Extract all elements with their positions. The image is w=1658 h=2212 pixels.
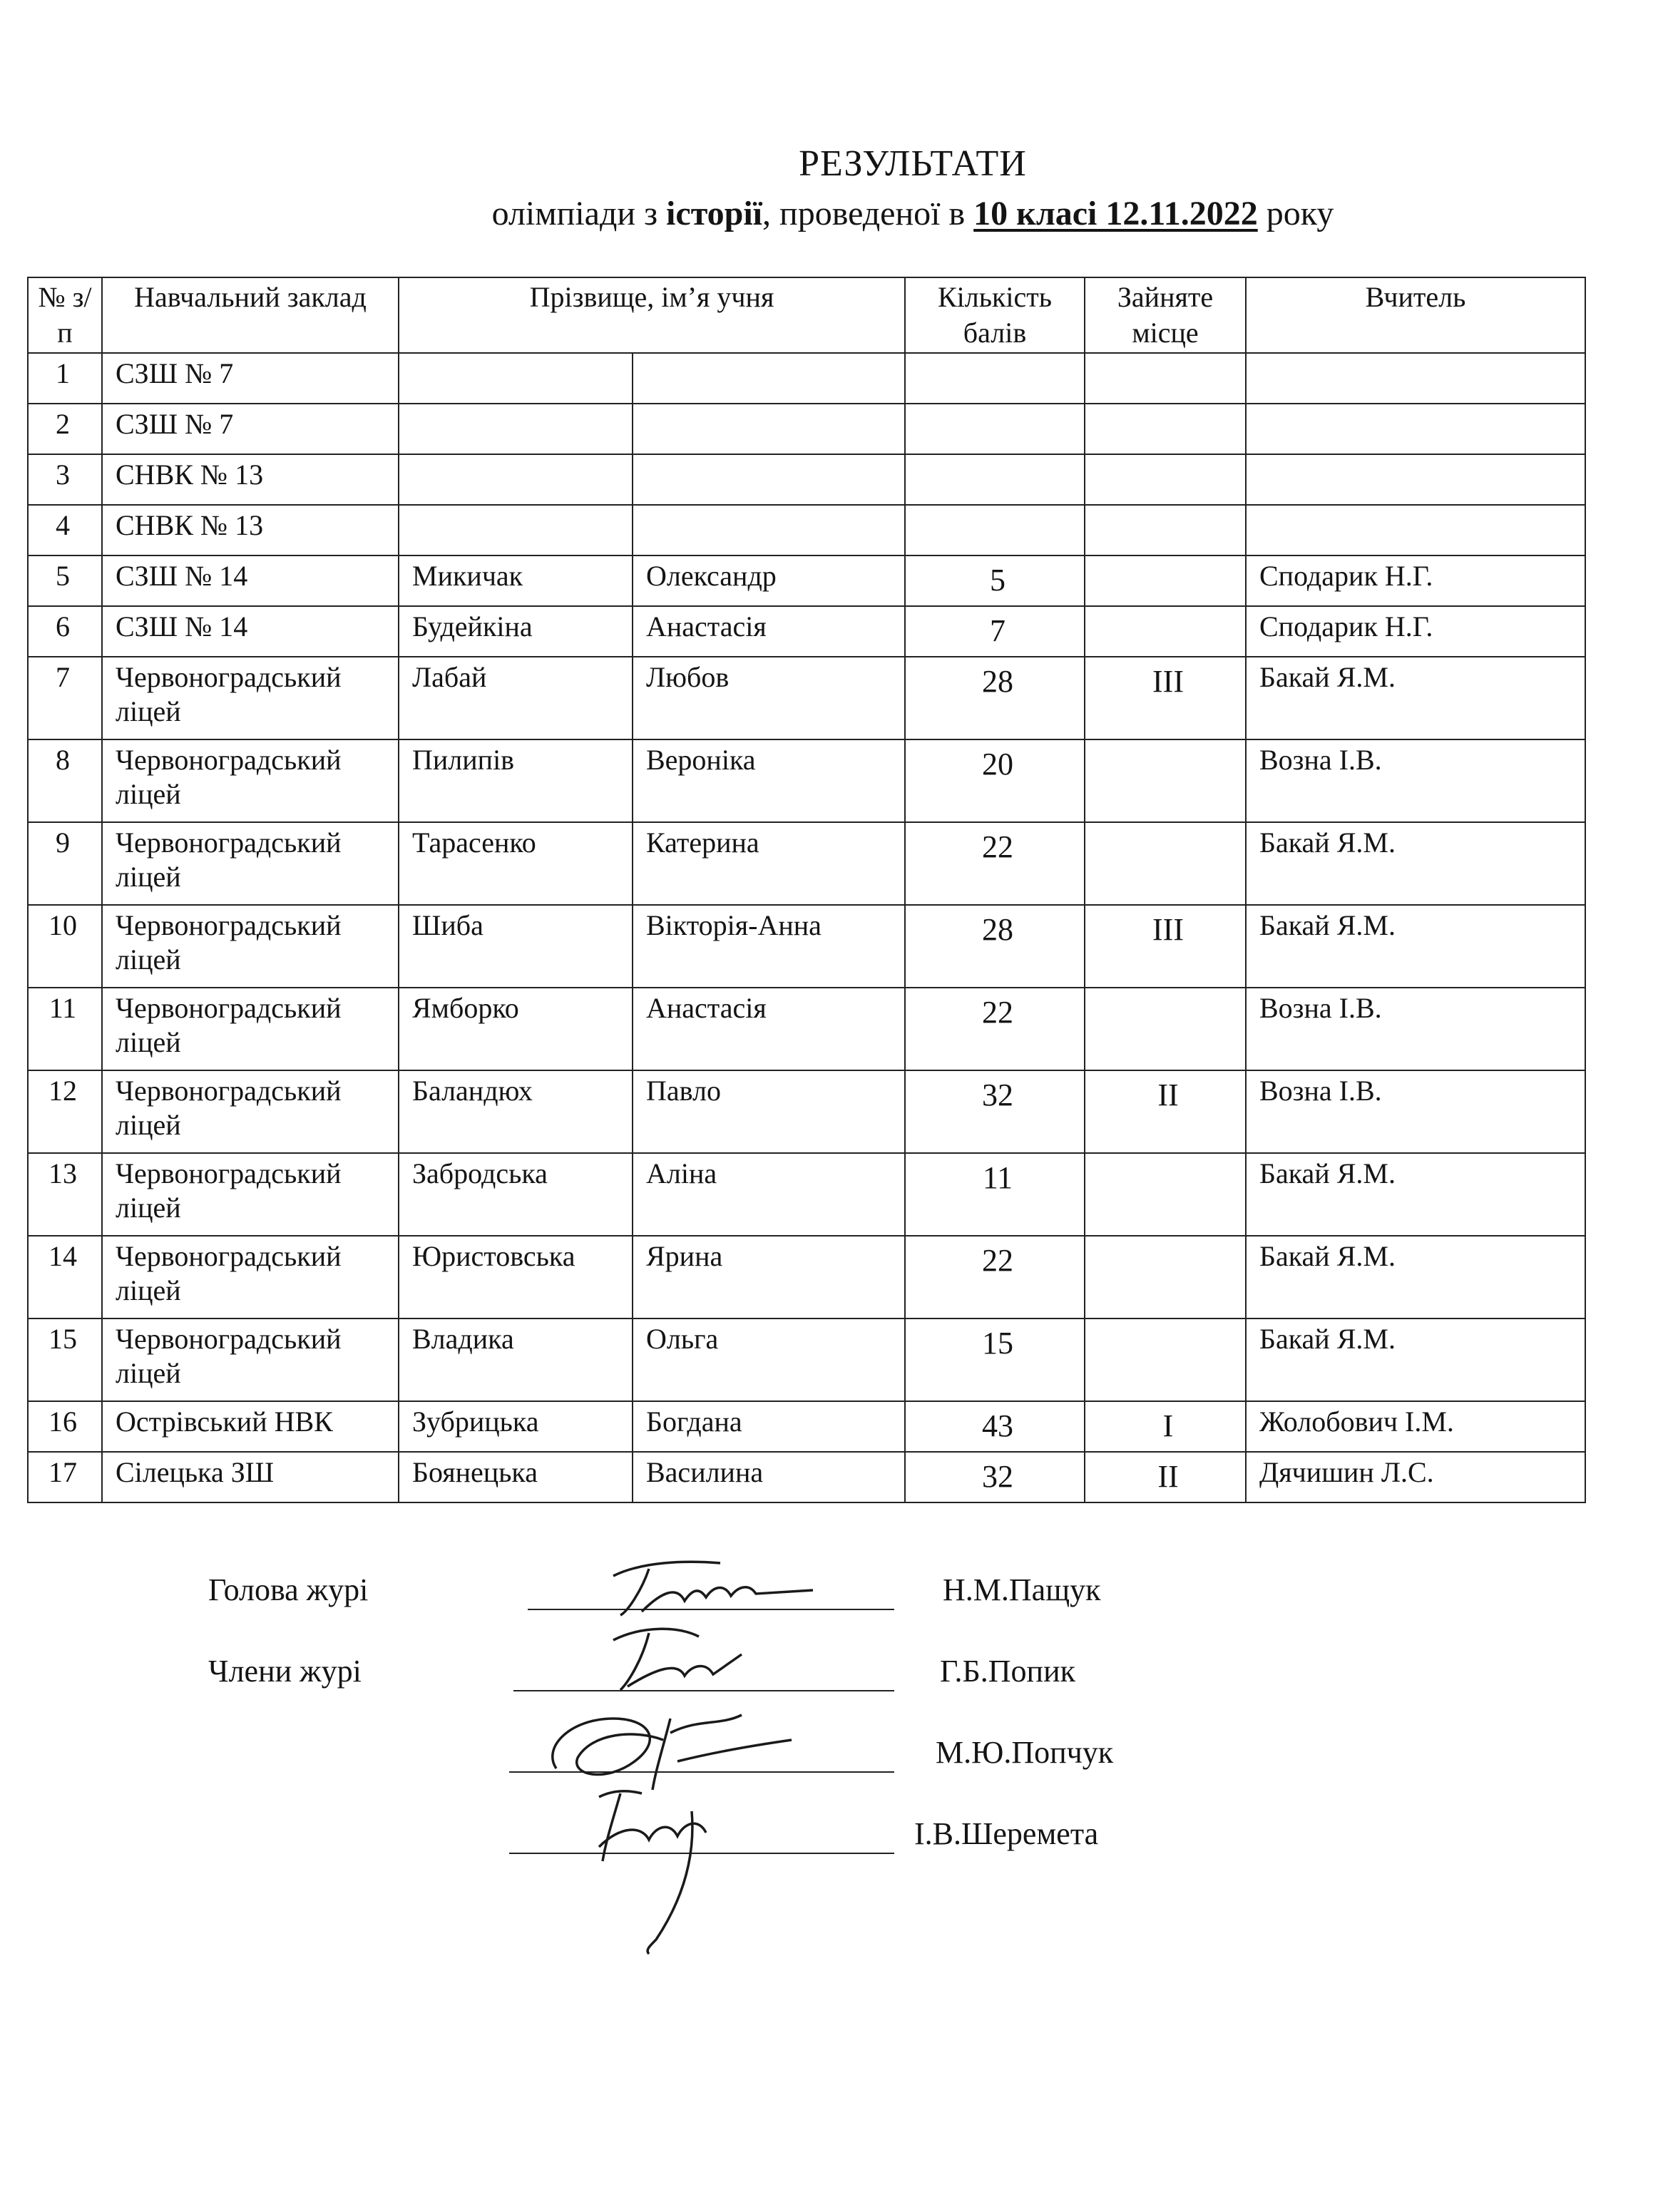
cell-num: 13 <box>28 1153 102 1236</box>
table-row <box>28 657 1585 739</box>
subtitle-prefix: олімпіади з <box>491 195 667 232</box>
cell-score: 43 <box>905 1401 1085 1452</box>
cell-num: 9 <box>28 822 102 905</box>
cell-place <box>1085 988 1246 1070</box>
cell-num: 2 <box>28 404 102 454</box>
cell-teacher: Сподарик Н.Г. <box>1246 606 1585 657</box>
col-header-teacher: Вчитель <box>1246 277 1585 353</box>
results-table <box>27 277 1586 1503</box>
cell-school: Острівський НВК <box>102 1401 399 1452</box>
cell-surname <box>399 454 633 505</box>
cell-school: СЗШ № 14 <box>102 555 399 606</box>
cell-teacher: Бакай Я.М. <box>1246 1319 1585 1401</box>
jury-member-name-3: І.В.Шеремета <box>914 1816 1099 1851</box>
document-title: РЕЗУЛЬТАТИ <box>799 143 1027 184</box>
cell-place <box>1085 555 1246 606</box>
cell-firstname: Олександр <box>633 555 905 606</box>
cell-place: II <box>1085 1070 1246 1153</box>
cell-place <box>1085 606 1246 657</box>
cell-school: Червоноградський ліцей <box>102 657 399 739</box>
cell-score: 15 <box>905 1319 1085 1401</box>
cell-num: 5 <box>28 555 102 606</box>
cell-firstname: Любов <box>633 657 905 739</box>
cell-score: 28 <box>905 905 1085 988</box>
cell-surname: Баландюх <box>399 1070 633 1153</box>
cell-score: 32 <box>905 1070 1085 1153</box>
cell-num: 15 <box>28 1319 102 1401</box>
cell-surname: Тарасенко <box>399 822 633 905</box>
col-header-num: № з/п <box>28 277 102 353</box>
cell-num: 6 <box>28 606 102 657</box>
table-row <box>28 454 1585 505</box>
cell-teacher: Бакай Я.М. <box>1246 657 1585 739</box>
cell-surname: Шиба <box>399 905 633 988</box>
cell-surname: Зубрицька <box>399 1401 633 1452</box>
cell-school: Червоноградський ліцей <box>102 739 399 822</box>
cell-teacher <box>1246 404 1585 454</box>
cell-teacher: Сподарик Н.Г. <box>1246 555 1585 606</box>
cell-score: 11 <box>905 1153 1085 1236</box>
col-header-school: Навчальний заклад <box>102 277 399 353</box>
table-row <box>28 1452 1585 1502</box>
cell-surname: Забродська <box>399 1153 633 1236</box>
cell-school: Червоноградський ліцей <box>102 822 399 905</box>
cell-teacher: Возна І.В. <box>1246 1070 1585 1153</box>
subtitle-grade-date: 10 класі 12.11.2022 <box>973 195 1258 232</box>
cell-teacher: Бакай Я.М. <box>1246 822 1585 905</box>
cell-school: Червоноградський ліцей <box>102 988 399 1070</box>
cell-score: 22 <box>905 988 1085 1070</box>
cell-school: Червоноградський ліцей <box>102 1319 399 1401</box>
cell-place <box>1085 404 1246 454</box>
cell-surname: Микичак <box>399 555 633 606</box>
cell-teacher: Бакай Я.М. <box>1246 905 1585 988</box>
cell-place <box>1085 1153 1246 1236</box>
table-row <box>28 905 1585 988</box>
cell-score <box>905 454 1085 505</box>
cell-firstname: Катерина <box>633 822 905 905</box>
jury-members-label: Члени журі <box>208 1654 362 1689</box>
cell-teacher: Бакай Я.М. <box>1246 1236 1585 1319</box>
cell-place <box>1085 739 1246 822</box>
table-row <box>28 505 1585 555</box>
subtitle-suffix: року <box>1257 195 1334 232</box>
cell-surname: Ямборко <box>399 988 633 1070</box>
cell-surname: Будейкіна <box>399 606 633 657</box>
cell-num: 14 <box>28 1236 102 1319</box>
subtitle-mid: , проведеної в <box>762 195 974 232</box>
cell-firstname: Вікторія-Анна <box>633 905 905 988</box>
cell-surname: Боянецька <box>399 1452 633 1502</box>
cell-num: 17 <box>28 1452 102 1502</box>
cell-school: СНВК № 13 <box>102 454 399 505</box>
cell-score: 28 <box>905 657 1085 739</box>
table-header-row <box>28 277 1585 353</box>
table-row <box>28 555 1585 606</box>
table-row <box>28 353 1585 404</box>
cell-teacher: Дячишин Л.С. <box>1246 1452 1585 1502</box>
cell-school: Червоноградський ліцей <box>102 1236 399 1319</box>
cell-firstname: Ярина <box>633 1236 905 1319</box>
col-header-score: Кількість балів <box>905 277 1085 353</box>
cell-teacher: Возна І.В. <box>1246 739 1585 822</box>
table-row <box>28 988 1585 1070</box>
cell-surname: Пилипів <box>399 739 633 822</box>
cell-surname: Владика <box>399 1319 633 1401</box>
table-body <box>28 353 1585 1502</box>
cell-place: I <box>1085 1401 1246 1452</box>
cell-school: Сілецька ЗШ <box>102 1452 399 1502</box>
cell-score: 5 <box>905 555 1085 606</box>
cell-place <box>1085 1236 1246 1319</box>
cell-score: 22 <box>905 822 1085 905</box>
cell-firstname: Павло <box>633 1070 905 1153</box>
cell-place <box>1085 353 1246 404</box>
cell-school: Червоноградський ліцей <box>102 1070 399 1153</box>
cell-firstname: Вероніка <box>633 739 905 822</box>
table-row <box>28 739 1585 822</box>
document-subtitle <box>0 194 1658 233</box>
cell-place <box>1085 1319 1246 1401</box>
table-row <box>28 1070 1585 1153</box>
signature-member-3 <box>570 1768 742 1961</box>
cell-teacher <box>1246 454 1585 505</box>
cell-score: 22 <box>905 1236 1085 1319</box>
cell-num: 12 <box>28 1070 102 1153</box>
cell-num: 10 <box>28 905 102 988</box>
table-row <box>28 822 1585 905</box>
cell-firstname <box>633 353 905 404</box>
cell-score: 32 <box>905 1452 1085 1502</box>
cell-place <box>1085 505 1246 555</box>
cell-place: III <box>1085 657 1246 739</box>
cell-firstname: Анастасія <box>633 988 905 1070</box>
table-row <box>28 606 1585 657</box>
cell-score <box>905 353 1085 404</box>
cell-place: II <box>1085 1452 1246 1502</box>
col-header-place: Зайняте місце <box>1085 277 1246 353</box>
cell-school: СНВК № 13 <box>102 505 399 555</box>
cell-firstname <box>633 505 905 555</box>
cell-num: 7 <box>28 657 102 739</box>
cell-place <box>1085 822 1246 905</box>
cell-place <box>1085 454 1246 505</box>
cell-surname <box>399 353 633 404</box>
cell-num: 4 <box>28 505 102 555</box>
table-row <box>28 404 1585 454</box>
cell-surname: Лабай <box>399 657 633 739</box>
jury-head-label: Голова журі <box>208 1572 369 1607</box>
cell-surname <box>399 505 633 555</box>
subtitle-subject: історії <box>666 195 762 232</box>
cell-school: Червоноградський ліцей <box>102 1153 399 1236</box>
cell-teacher: Бакай Я.М. <box>1246 1153 1585 1236</box>
cell-school: СЗШ № 14 <box>102 606 399 657</box>
col-header-name: Прізвище, ім’я учня <box>399 277 905 353</box>
cell-firstname: Аліна <box>633 1153 905 1236</box>
table-row <box>28 1401 1585 1452</box>
cell-place: III <box>1085 905 1246 988</box>
cell-num: 16 <box>28 1401 102 1452</box>
cell-school: СЗШ № 7 <box>102 353 399 404</box>
cell-firstname <box>633 404 905 454</box>
cell-num: 11 <box>28 988 102 1070</box>
cell-score <box>905 505 1085 555</box>
cell-firstname: Василина <box>633 1452 905 1502</box>
cell-school: Червоноградський ліцей <box>102 905 399 988</box>
cell-school: СЗШ № 7 <box>102 404 399 454</box>
cell-teacher: Возна І.В. <box>1246 988 1585 1070</box>
cell-score: 7 <box>905 606 1085 657</box>
cell-firstname <box>633 454 905 505</box>
table-row <box>28 1153 1585 1236</box>
cell-score: 20 <box>905 739 1085 822</box>
cell-firstname: Ольга <box>633 1319 905 1401</box>
table-row <box>28 1236 1585 1319</box>
cell-teacher <box>1246 353 1585 404</box>
cell-surname: Юристовська <box>399 1236 633 1319</box>
cell-teacher: Жолобович І.М. <box>1246 1401 1585 1452</box>
cell-num: 3 <box>28 454 102 505</box>
cell-firstname: Богдана <box>633 1401 905 1452</box>
cell-firstname: Анастасія <box>633 606 905 657</box>
cell-num: 8 <box>28 739 102 822</box>
table-row <box>28 1319 1585 1401</box>
jury-member-name-1: Г.Б.Попик <box>940 1654 1075 1689</box>
jury-member-name-2: М.Ю.Попчук <box>936 1735 1114 1770</box>
cell-surname <box>399 404 633 454</box>
cell-score <box>905 404 1085 454</box>
cell-num: 1 <box>28 353 102 404</box>
jury-head-name: Н.М.Пащук <box>943 1572 1101 1607</box>
cell-teacher <box>1246 505 1585 555</box>
